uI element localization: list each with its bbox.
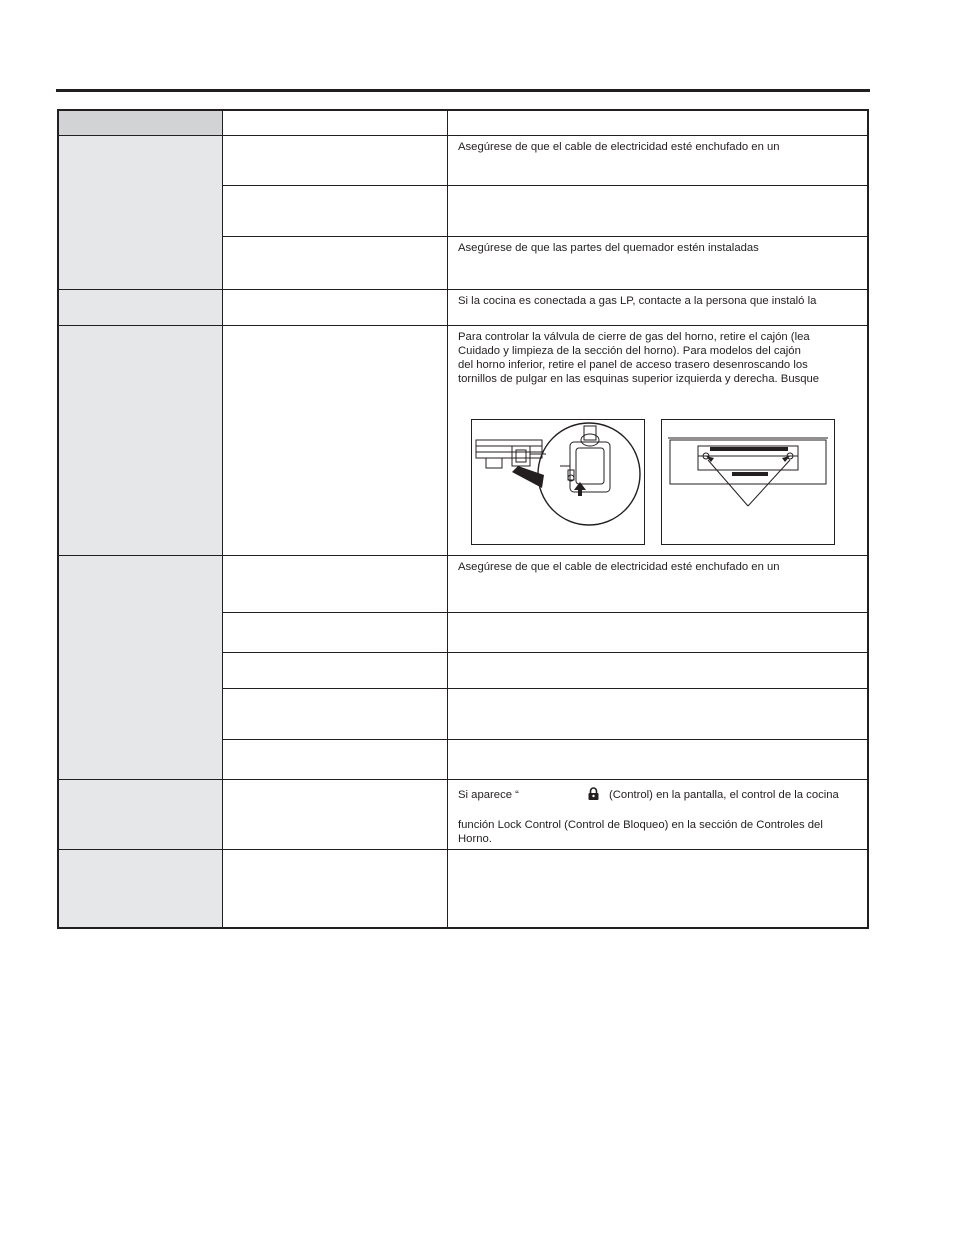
solution-text: Asegúrese de que las partes del quemador estén instaladas — [458, 242, 759, 254]
solution-cell-9 — [448, 688, 869, 739]
top-rule — [56, 89, 870, 92]
solution-text-line-3: del horno inferior, retire el panel de acceso trasero desenroscando los — [458, 359, 808, 371]
solution-cell-4 — [448, 289, 869, 325]
problem-cell-5 — [59, 779, 223, 849]
cause-cell-4 — [223, 289, 448, 325]
solution-text-line-4: tornillos de pulgar en las esquinas superior izquierda y derecha. Busque — [458, 373, 820, 385]
problem-cell-2 — [59, 289, 223, 325]
header-col1 — [59, 111, 223, 135]
solution-text-line-3: Horno. — [458, 833, 492, 845]
lock-icon — [588, 787, 599, 800]
solution-text-line-1: Para controlar la válvula de cierre de gas del horno, retire el cajón (lea — [458, 331, 810, 343]
cause-cell-11 — [223, 779, 448, 849]
solution-cell-10 — [448, 739, 869, 779]
problem-cell-1 — [59, 135, 223, 289]
cause-cell-12 — [223, 849, 448, 927]
solution-text-prefix: Si aparece “ — [458, 789, 519, 801]
cause-cell-2 — [223, 185, 448, 236]
solution-text-line-2: Cuidado y limpieza de la sección del horno). Para modelos del cajón — [458, 345, 801, 357]
solution-cell-6 — [448, 555, 869, 612]
solution-text: Si la cocina es conectada a gas LP, contacte a la persona que instaló la — [458, 295, 817, 307]
cause-cell-6 — [223, 555, 448, 612]
solution-text-suffix: (Control) en la pantalla, el control de la cocina — [609, 789, 839, 801]
solution-cell-12 — [448, 849, 869, 927]
solution-text-line-2: función Lock Control (Control de Bloqueo) en la sección de Controles del — [458, 819, 823, 831]
cause-cell-5 — [223, 325, 448, 555]
problem-cell-4 — [59, 555, 223, 779]
cause-cell-8 — [223, 652, 448, 688]
solution-text: Asegúrese de que el cable de electricidad esté enchufado en un — [458, 561, 780, 573]
solution-cell-7 — [448, 612, 869, 652]
cause-cell-3 — [223, 236, 448, 289]
solution-cell-8 — [448, 652, 869, 688]
solution-cell-1 — [448, 135, 869, 185]
gas-valve-illustration — [471, 419, 645, 545]
access-panel-illustration — [661, 419, 835, 545]
problem-cell-3 — [59, 325, 223, 555]
cause-cell-7 — [223, 612, 448, 652]
cause-cell-9 — [223, 688, 448, 739]
solution-text: Asegúrese de que el cable de electricidad esté enchufado en un — [458, 141, 780, 153]
solution-cell-3 — [448, 236, 869, 289]
cause-cell-1 — [223, 135, 448, 185]
troubleshooting-table — [57, 109, 869, 929]
solution-cell-2 — [448, 185, 869, 236]
solution-cell-5 — [448, 325, 869, 555]
problem-cell-6 — [59, 849, 223, 927]
solution-cell-11 — [448, 779, 869, 849]
header-col3 — [448, 111, 869, 135]
cause-cell-10 — [223, 739, 448, 779]
header-col2 — [223, 111, 448, 135]
